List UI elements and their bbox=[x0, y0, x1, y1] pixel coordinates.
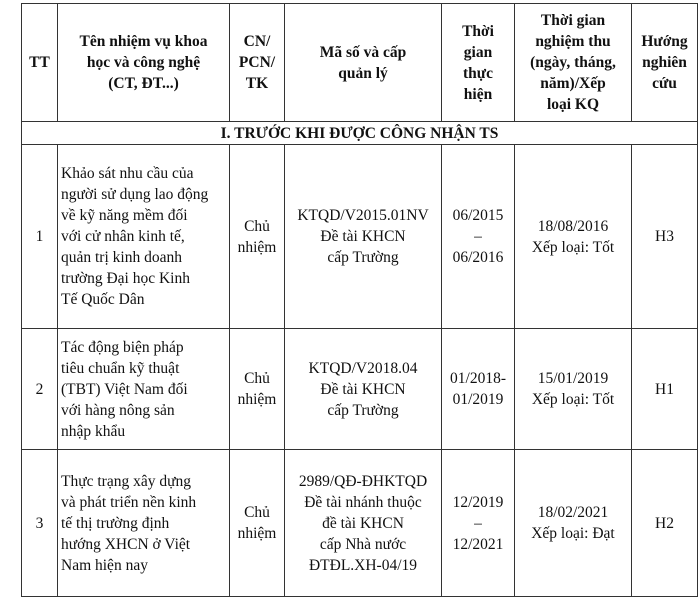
cell-role: Chủ nhiệm bbox=[230, 329, 285, 450]
cell-tt: 1 bbox=[22, 145, 58, 329]
cell-acceptance: 15/01/2019 Xếp loại: Tốt bbox=[515, 329, 632, 450]
cell-task-name: Thực trạng xây dựng và phát triển nền kinh tế thị trường định hướng XHCN ở Việt Nam hiện nay bbox=[58, 450, 230, 597]
table-row bbox=[22, 145, 698, 329]
cell-tt: 3 bbox=[22, 450, 58, 597]
cell-direction: H3 bbox=[632, 145, 698, 329]
cell-acceptance: 18/02/2021 Xếp loại: Đạt bbox=[515, 450, 632, 597]
table-row bbox=[22, 329, 698, 450]
cell-role: Chủ nhiệm bbox=[230, 145, 285, 329]
header-role: CN/ PCN/ TK bbox=[230, 4, 285, 122]
header-direction: Hướng nghiên cứu bbox=[632, 4, 698, 122]
cell-time: 01/2018- 01/2019 bbox=[442, 329, 515, 450]
header-time: Thời gian thực hiện bbox=[442, 4, 515, 122]
research-tasks-table bbox=[21, 3, 698, 597]
table-row bbox=[22, 450, 698, 597]
cell-task-name: Tác động biện pháp tiêu chuẩn kỹ thuật (TBT) Việt Nam đối với hàng nông sản nhập khẩu bbox=[58, 329, 230, 450]
cell-direction: H2 bbox=[632, 450, 698, 597]
cell-task-name: Khảo sát nhu cầu của người sử dụng lao động về kỹ năng mềm đối với cử nhân kinh tế, quản trị kinh doanh trường Đại học Kinh Tế Quốc Dân bbox=[58, 145, 230, 329]
header-code: Mã số và cấp quản lý bbox=[285, 4, 442, 122]
cell-time: 12/2019 – 12/2021 bbox=[442, 450, 515, 597]
cell-tt: 2 bbox=[22, 329, 58, 450]
cell-code: KTQD/V2015.01NV Đề tài KHCN cấp Trường bbox=[285, 145, 442, 329]
header-tt: TT bbox=[22, 4, 58, 122]
cell-code: KTQD/V2018.04 Đề tài KHCN cấp Trường bbox=[285, 329, 442, 450]
header-acceptance: Thời gian nghiệm thu (ngày, tháng, năm)/Xếp loại KQ bbox=[515, 4, 632, 122]
section-row bbox=[22, 122, 698, 145]
cell-direction: H1 bbox=[632, 329, 698, 450]
section-title: I. TRƯỚC KHI ĐƯỢC CÔNG NHẬN TS bbox=[22, 122, 698, 145]
cell-time: 06/2015 – 06/2016 bbox=[442, 145, 515, 329]
cell-code: 2989/QĐ-ĐHKTQD Đề tài nhánh thuộc đề tài KHCN cấp Nhà nước ĐTĐL.XH-04/19 bbox=[285, 450, 442, 597]
header-row bbox=[22, 4, 698, 122]
cell-acceptance: 18/08/2016 Xếp loại: Tốt bbox=[515, 145, 632, 329]
cell-role: Chủ nhiệm bbox=[230, 450, 285, 597]
header-task-name: Tên nhiệm vụ khoa học và công nghệ (CT, ĐT...) bbox=[58, 4, 230, 122]
